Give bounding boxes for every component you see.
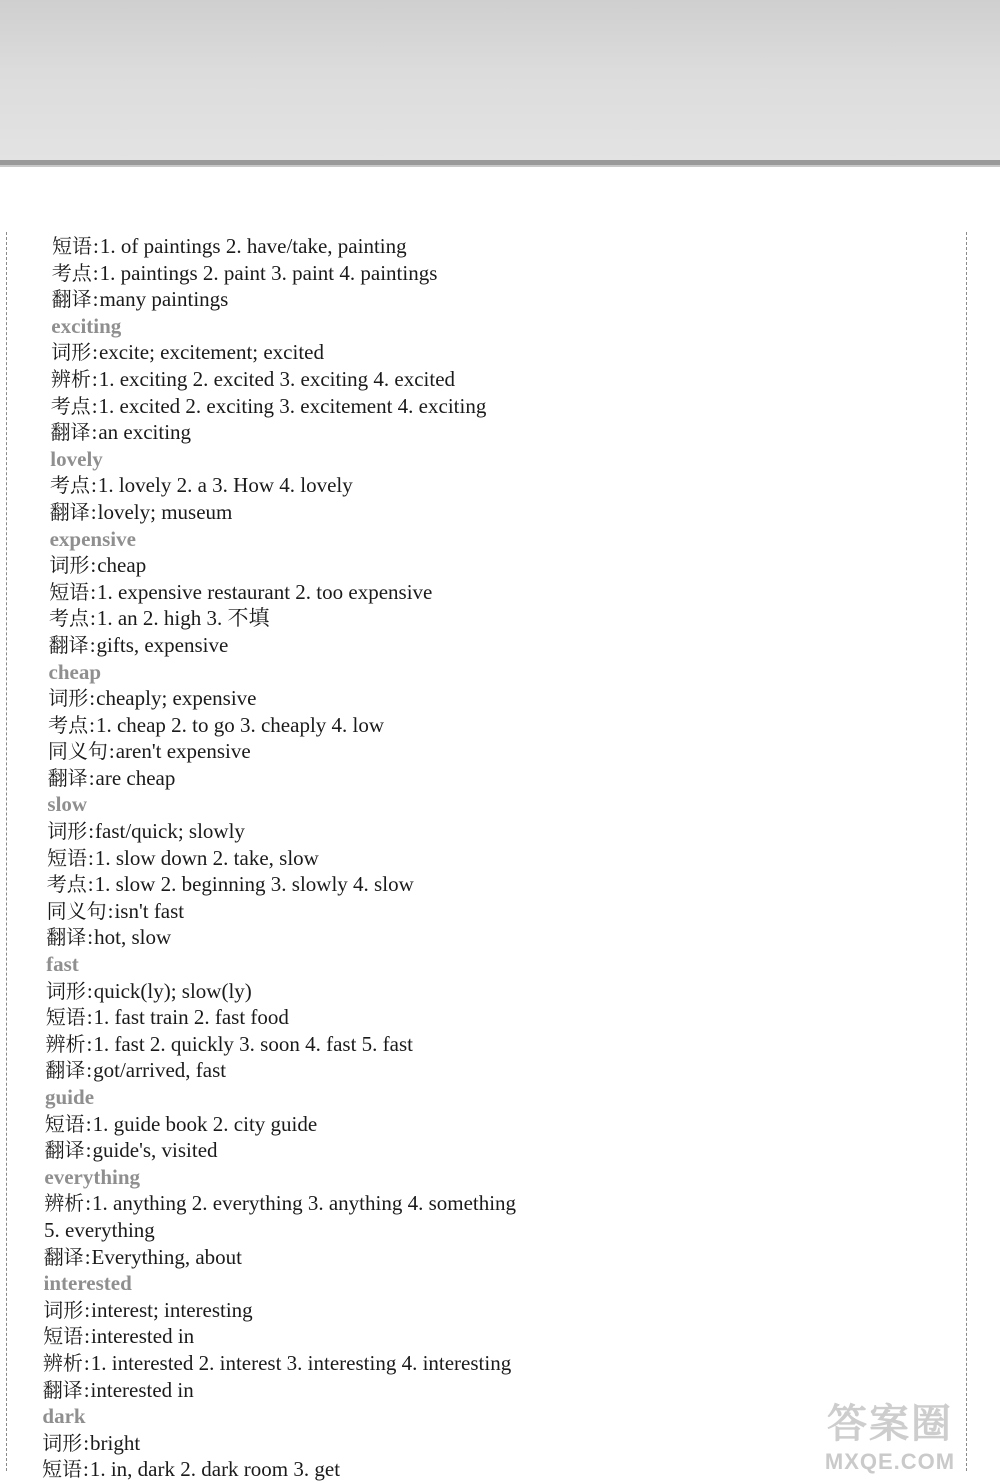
label-colon: :: [89, 712, 95, 737]
entry-text: are cheap: [95, 765, 176, 790]
entry-label: 短语: [49, 579, 90, 604]
entry-text: Everything, about: [91, 1244, 242, 1269]
entry-headword: [0, 446, 940, 473]
entry-text: 1. expensive restaurant 2. too expensive: [97, 579, 433, 604]
entry-label: 词形: [42, 1430, 83, 1455]
continuation-text: 5. everything: [44, 1217, 155, 1242]
entry-label: 辨析: [45, 1031, 86, 1056]
entry-line: [0, 339, 940, 366]
entry-text: 1. excited 2. exciting 3. excitement 4. exciting: [98, 393, 487, 418]
entry-text: isn't fast: [114, 898, 185, 923]
entry-label: 考点: [46, 872, 87, 897]
entry-text: interested in: [90, 1377, 194, 1402]
label-colon: :: [91, 366, 98, 391]
entry-headword: [0, 1270, 940, 1297]
entry-label: 短语: [47, 845, 87, 870]
label-colon: :: [83, 1377, 90, 1402]
entry-line: [0, 1137, 940, 1164]
entry-label: 翻译: [44, 1138, 85, 1163]
label-colon: :: [85, 1191, 92, 1216]
label-colon: :: [92, 287, 99, 312]
entry-label: 翻译: [48, 632, 89, 657]
entry-text: 1. interested 2. interest 3. interesting 4. interesting: [90, 1350, 512, 1375]
entry-label: 同义句: [47, 739, 108, 764]
entry-headword: [0, 659, 940, 686]
entry-label: 辨析: [50, 366, 91, 391]
entry-label: 短语: [45, 1005, 86, 1030]
entry-label: 翻译: [51, 287, 92, 312]
entry-text: interest; interesting: [91, 1297, 253, 1322]
entry-text: interested in: [90, 1324, 195, 1349]
entry-line: [0, 260, 940, 287]
entry-line: [0, 366, 940, 393]
entry-text: 1. paintings 2. paint 3. paint 4. paintings: [99, 260, 438, 285]
entry-label: 翻译: [45, 1058, 86, 1083]
label-colon: :: [85, 1138, 92, 1163]
label-colon: :: [90, 499, 97, 524]
entry-label: 词形: [48, 686, 89, 711]
label-colon: :: [108, 739, 115, 764]
answer-key-content: [0, 233, 940, 1483]
label-colon: :: [91, 473, 97, 498]
entry-text: cheaply; expensive: [96, 686, 257, 711]
entry-label: 翻译: [46, 925, 87, 950]
entry-label: 词形: [49, 553, 90, 578]
entry-label: 翻译: [42, 1377, 83, 1402]
entry-text: 1. anything 2. everything 3. anything 4. something: [92, 1191, 517, 1216]
entry-line: [0, 1297, 940, 1324]
label-colon: :: [107, 898, 114, 923]
entry-line: [0, 393, 940, 420]
entry-line: [0, 738, 940, 765]
entry-line: [0, 1057, 940, 1084]
entry-text: fast/quick; slowly: [95, 819, 245, 844]
entry-label: 考点: [50, 393, 91, 418]
entry-text: 1. in, dark 2. dark room 3. get: [89, 1457, 341, 1482]
entry-line: [0, 579, 940, 606]
entry-text: gifts, expensive: [96, 632, 229, 657]
entry-text: an exciting: [98, 420, 192, 445]
entry-text: 1. exciting 2. excited 3. exciting 4. excited: [98, 366, 456, 391]
label-colon: :: [92, 260, 99, 285]
entry-text: got/arrived, fast: [93, 1058, 227, 1083]
entry-headword: [0, 1403, 940, 1430]
entry-line: [0, 978, 940, 1005]
label-colon: :: [89, 686, 96, 711]
header-rule-secondary: [0, 165, 1000, 167]
entry-label: 词形: [47, 819, 88, 844]
label-colon: :: [90, 606, 96, 631]
label-colon: :: [84, 1244, 91, 1269]
entry-line: [0, 1430, 940, 1457]
label-colon: :: [83, 1350, 90, 1375]
entry-line: [0, 924, 940, 951]
entry-text: 1. lovely 2. a 3. How 4. lovely: [97, 473, 353, 498]
entry-line: [0, 472, 940, 499]
entry-text: aren't expensive: [115, 739, 251, 764]
entry-line: [0, 1456, 940, 1483]
entry-headword: [0, 1164, 940, 1191]
entry-text: 1. an 2. high 3. 不填: [96, 606, 270, 631]
entry-label: 词形: [51, 340, 92, 365]
entry-line: [0, 1350, 940, 1377]
entry-label: 词形: [43, 1297, 84, 1322]
entry-line: [0, 1031, 940, 1058]
right-dashed-border: [966, 232, 967, 1471]
entry-line: [0, 765, 940, 792]
entry-text: many paintings: [99, 287, 229, 312]
entry-line: [0, 871, 940, 898]
entry-label: 考点: [48, 712, 89, 737]
entry-text: quick(ly); slow(ly): [93, 978, 252, 1003]
label-colon: :: [88, 819, 95, 844]
headword-text: exciting: [51, 313, 122, 338]
headword-text: everything: [44, 1164, 141, 1189]
headword-text: guide: [45, 1085, 95, 1109]
entry-continuation: [0, 1217, 940, 1244]
label-colon: :: [87, 925, 94, 950]
entry-headword: [0, 1084, 940, 1111]
entry-text: guide's, visited: [92, 1138, 218, 1163]
entry-text: 1. slow down 2. take, slow: [94, 845, 319, 870]
label-colon: :: [83, 1457, 89, 1482]
entry-line: [0, 898, 940, 925]
entry-label: 短语: [42, 1457, 82, 1482]
header-band: [0, 0, 1000, 160]
entry-line: [0, 499, 940, 526]
entry-line: [0, 605, 940, 632]
entry-text: cheap: [97, 553, 147, 578]
headword-text: expensive: [49, 526, 136, 551]
watermark: [800, 1392, 980, 1474]
entry-text: 1. guide book 2. city guide: [92, 1111, 318, 1136]
label-colon: :: [86, 1005, 93, 1030]
label-colon: :: [84, 1324, 90, 1349]
label-colon: :: [83, 1430, 90, 1455]
label-colon: :: [85, 1111, 92, 1136]
entry-text: excite; excitement; excited: [98, 340, 324, 365]
entry-label: 短语: [52, 234, 92, 258]
headword-text: fast: [46, 952, 79, 977]
entry-line: [0, 419, 940, 446]
headword-text: interested: [43, 1271, 132, 1296]
label-colon: :: [87, 872, 94, 897]
entry-label: 翻译: [43, 1244, 84, 1269]
entry-text: hot, slow: [94, 925, 172, 950]
entry-label: 短语: [44, 1111, 85, 1136]
entry-text: 1. fast 2. quickly 3. soon 4. fast 5. fast: [93, 1031, 413, 1056]
label-colon: :: [89, 632, 96, 657]
headword-text: dark: [42, 1404, 86, 1429]
entry-text: 1. slow 2. beginning 3. slowly 4. slow: [94, 872, 414, 897]
entry-line: [0, 712, 940, 739]
entry-label: 词形: [45, 978, 86, 1003]
entry-headword: [0, 526, 940, 553]
label-colon: :: [86, 1058, 93, 1083]
headword-text: cheap: [48, 659, 101, 684]
entry-line: [0, 632, 940, 659]
entry-line: [0, 1004, 940, 1031]
label-colon: :: [92, 340, 98, 365]
label-colon: :: [88, 765, 95, 790]
entry-text: lovely; museum: [97, 499, 233, 524]
entry-label: 翻译: [50, 420, 91, 445]
entry-label: 翻译: [49, 499, 90, 524]
entry-label: 考点: [51, 260, 92, 285]
entry-label: 同义句: [46, 898, 107, 923]
entry-label: 辨析: [44, 1191, 85, 1216]
entry-line: [0, 1377, 940, 1404]
entry-line: [0, 1190, 940, 1217]
label-colon: :: [84, 1297, 91, 1322]
entry-label: 翻译: [47, 765, 88, 790]
entry-text: 1. of paintings 2. have/take, painting: [99, 234, 407, 258]
entry-line: [0, 286, 940, 313]
label-colon: :: [91, 393, 98, 418]
entry-label: 辨析: [42, 1350, 83, 1375]
label-colon: :: [90, 579, 97, 604]
entry-text: bright: [90, 1430, 141, 1455]
label-colon: :: [91, 420, 98, 445]
label-colon: :: [88, 845, 94, 870]
entry-headword: [0, 791, 940, 818]
entry-line: [0, 1323, 940, 1350]
entry-label: 考点: [50, 473, 90, 498]
entry-headword: [0, 313, 940, 340]
watermark-text: 答案圈: [827, 1401, 953, 1447]
entry-line: [0, 845, 940, 872]
entry-line: [0, 818, 940, 845]
watermark-url: MXQE.COM: [824, 1449, 956, 1474]
entry-label: 考点: [49, 606, 89, 631]
label-colon: :: [90, 553, 97, 578]
entry-text: 1. fast train 2. fast food: [93, 1005, 289, 1030]
entry-line: [0, 552, 940, 579]
headword-text: slow: [47, 792, 88, 817]
entry-text: 1. cheap 2. to go 3. cheaply 4. low: [95, 712, 385, 737]
entry-line: [0, 1244, 940, 1271]
entry-label: 短语: [43, 1324, 84, 1349]
entry-headword: [0, 951, 940, 978]
headword-text: lovely: [50, 446, 103, 471]
label-colon: :: [86, 1031, 93, 1056]
entry-line: [0, 233, 940, 260]
label-colon: :: [86, 978, 93, 1003]
entry-line: [0, 1111, 940, 1138]
entry-line: [0, 685, 940, 712]
label-colon: :: [93, 234, 99, 258]
